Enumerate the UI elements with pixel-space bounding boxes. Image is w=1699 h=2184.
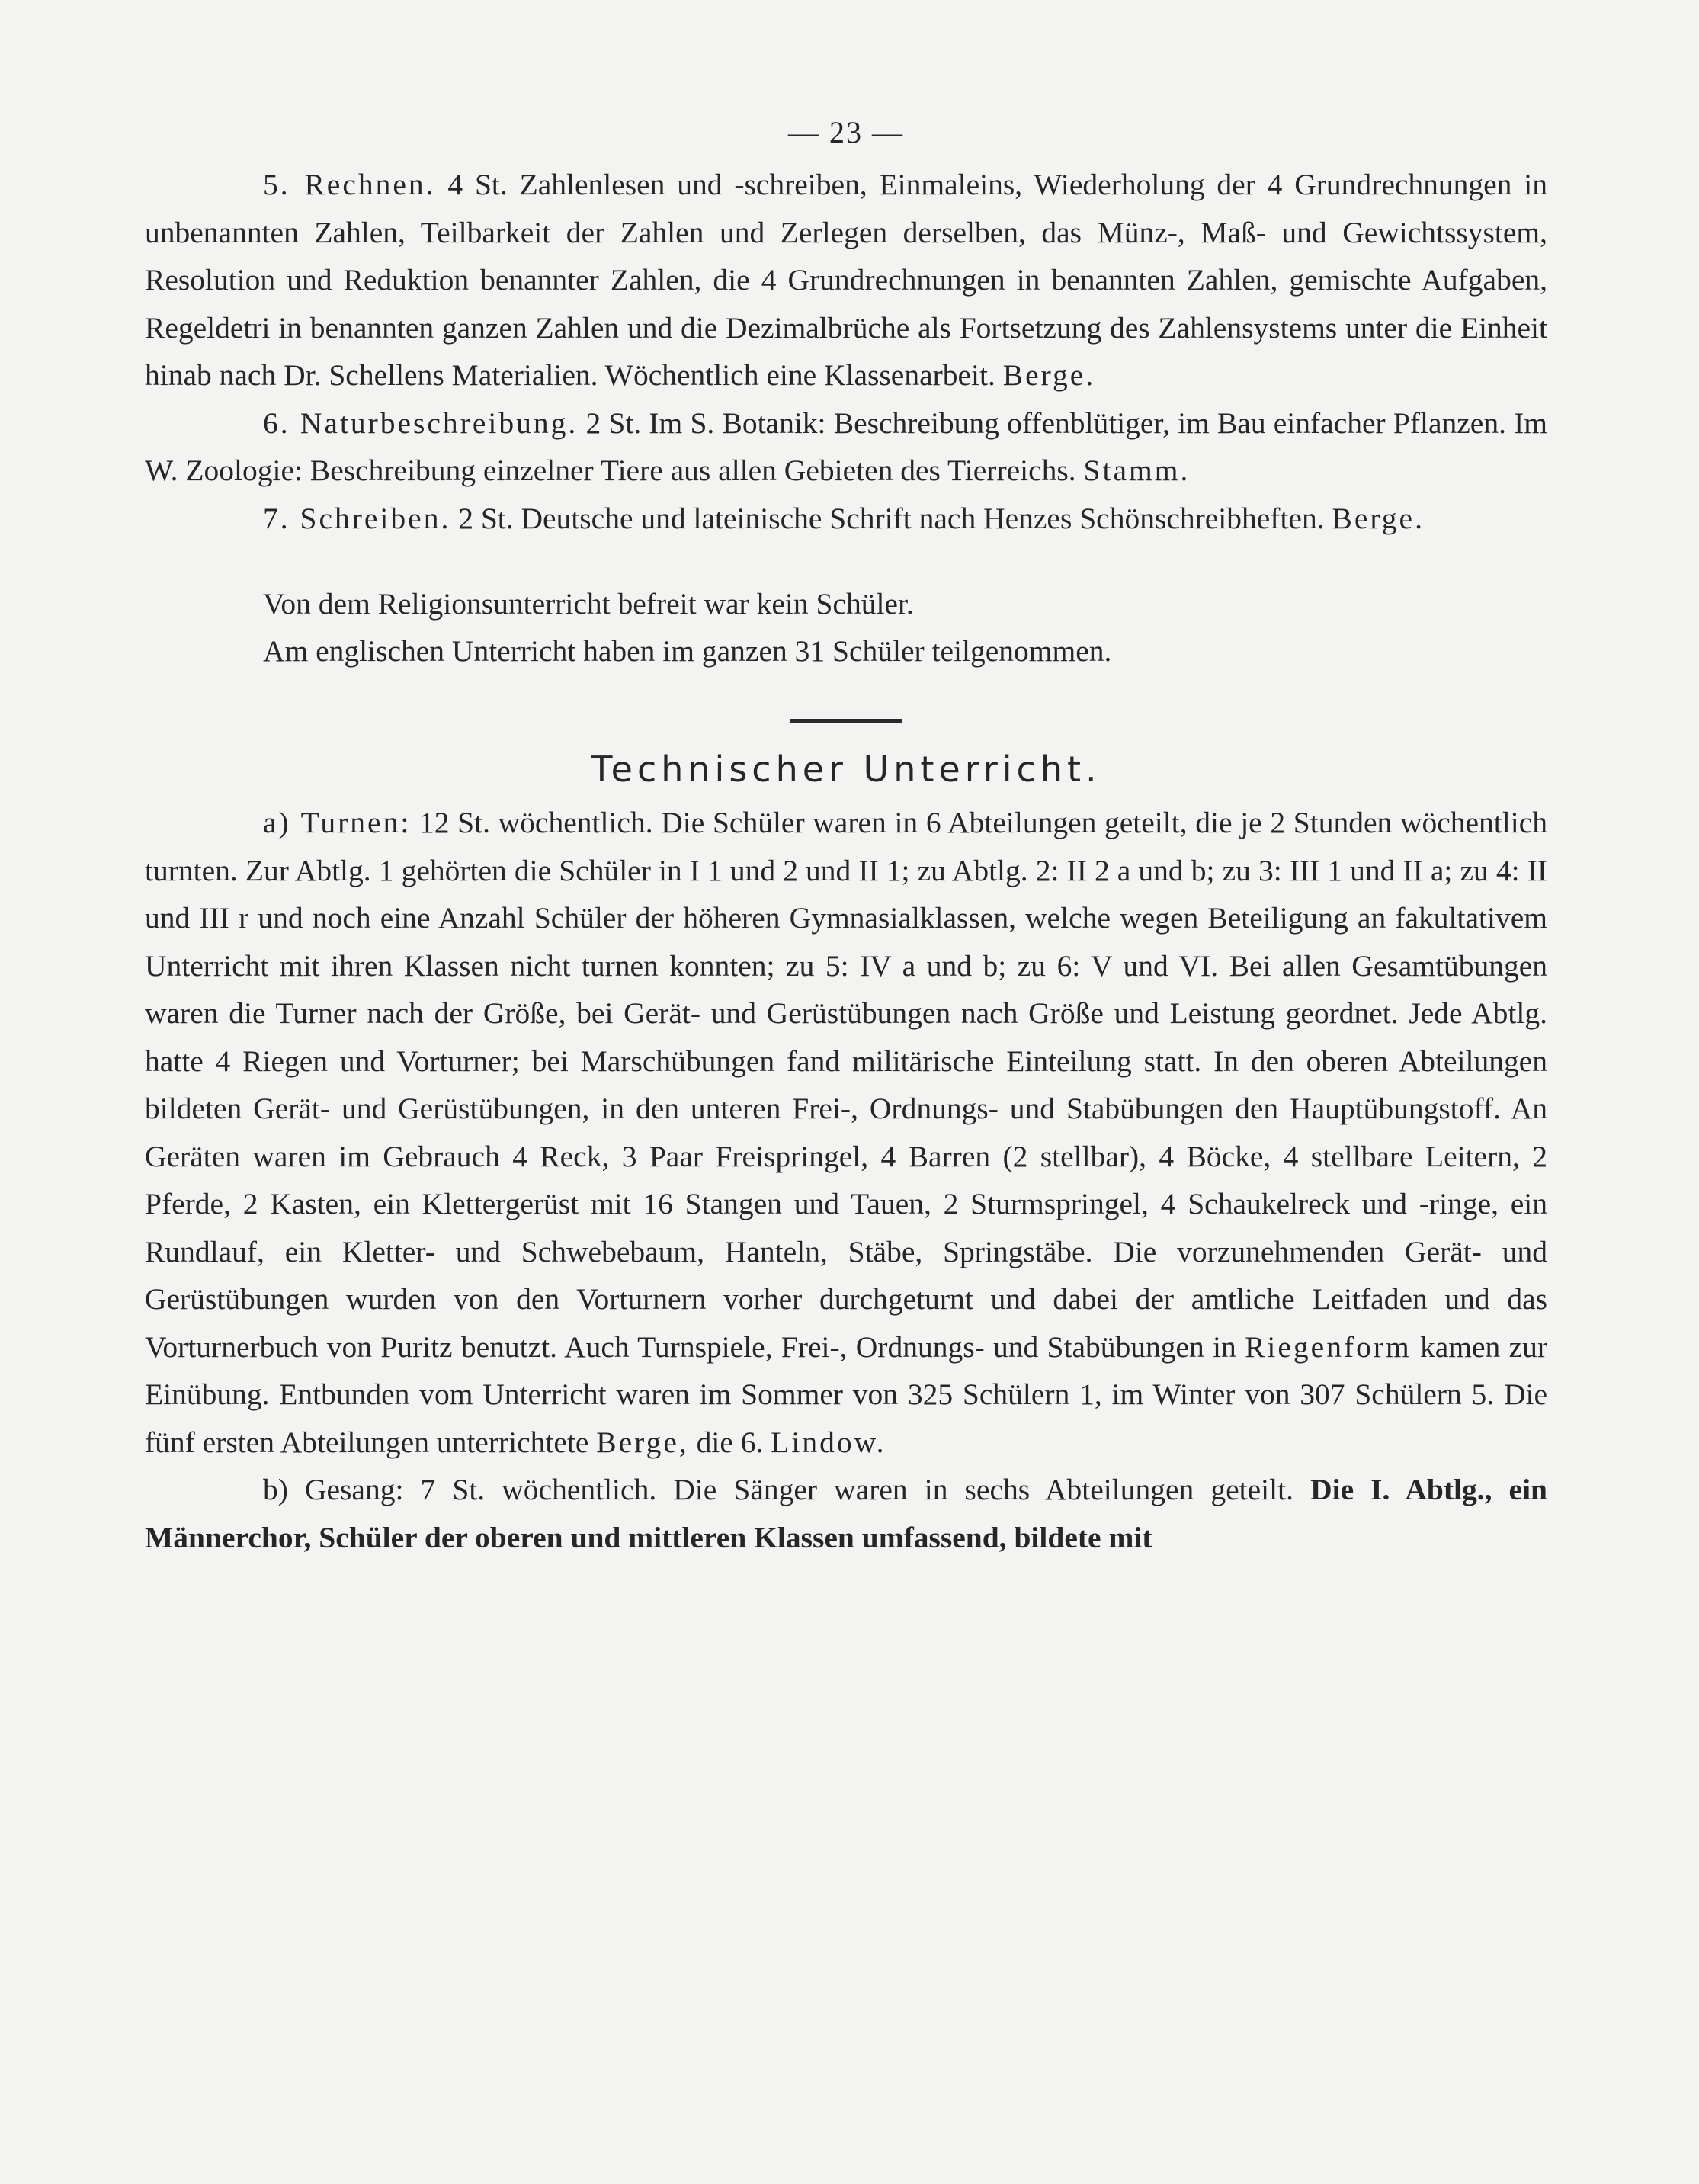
turnen-label: a) Turnen:: [263, 806, 412, 839]
note-religion: Von dem Religionsunterricht befreit war kein Schüler.: [263, 587, 914, 621]
gesang-text-continued: Die I. Abtlg., ein Männerchor, Schüler der oberen und mittleren Klassen umfassend, bildete mit: [145, 1473, 1548, 1554]
gesang-paragraph: [145, 1466, 1547, 1561]
page-number: — 23 —: [788, 115, 904, 149]
turnen-text: die 6.: [696, 1425, 764, 1459]
subject-naturbeschreibung: [145, 399, 1547, 495]
subject-text: 2 St. Im S. Botanik: Beschreibung offenblütiger, im Bau einfacher Pflanzen. Im W. Zoologie: Beschreibung einzelner Tiere aus allen Gebieten des Tierreichs.: [145, 406, 1548, 487]
turnen-riegenform: Riegenform: [1245, 1329, 1412, 1364]
subject-text: 2 St. Deutsche und lateinische Schrift nach Henzes Schönschreibheften.: [458, 501, 1325, 535]
subject-label: 6. Naturbeschreibung.: [263, 406, 579, 440]
section-title: Technischer Unterricht.: [591, 749, 1101, 790]
turnen-text: 12 St. wöchentlich. Die Schüler waren in 6 Abteilungen geteilt, die je 2 Stunden wöchentlich turnten. Zur Abtlg. 1 gehörten die Schüler in I 1 und 2 und II 1; zu Abtlg. 2: II 2 a und b; zu 3: III 1 und II a; zu 4: II und III r und noch eine Anzahl Schüler der höheren Gymnasialklassen, welche wegen Beteiligung an fakultativem Unterricht mit ihren Klassen nicht turnen konnten; zu 5: IV a und b; zu 6: V und VI. Bei allen Gesamtübungen waren die Turner nach der Größe, bei Gerät- und Gerüstübungen nach Größe und Leistung geordnet. Jede Abtlg. hatte 4 Riegen und Vorturner; bei Marschübungen fand militärische Einteilung statt. In den oberen Abteilungen bildeten Gerät- und Gerüstübungen, in den unteren Frei-, Ordnungs- und Stabübungen den Hauptübungstoff. An Geräten waren im Gebrauch 4 Reck, 3 Paar Freispringel, 4 Barren (2 stellbar), 4 Böcke, 4 stellbare Leitern, 2 Pferde, 2 Kasten, ein Klettergerüst mit 16 Stangen und Tauen, 2 Sturmspringel, 4 Schaukelreck und -ringe, ein Rundlauf, ein Kletter- und Schwebebaum, Hanteln, Stäbe, Springstäbe. Die vorzunehmenden Gerät- und Gerüstübungen wurden von den Vorturnern vorher durchgeturnt und dabei der amtliche Leitfaden und das Vorturnerbuch von Puritz benutzt. Auch Turnspiele, Frei-, Ordnungs- und Stabübungen in: [145, 806, 1548, 1364]
subject-teacher: Berge.: [1332, 501, 1425, 535]
subject-teacher: Stamm.: [1083, 454, 1191, 487]
turnen-teacher: Lindow.: [771, 1425, 886, 1459]
subject-schreiben: [145, 495, 1547, 543]
subject-teacher: Berge.: [1002, 358, 1096, 392]
turnen-text: kamen zur Einübung. Entbunden vom Unterricht waren im Sommer von 325 Schülern 1, im Winter von 307 Schülern 5. Die fünf ersten Abteilungen unterrichtete: [145, 1329, 1548, 1459]
notes-block: [145, 580, 1547, 675]
gesang-text: 7 St. wöchentlich. Die Sänger waren in sechs Abteilungen geteilt.: [420, 1473, 1293, 1506]
turnen-paragraph: [145, 799, 1547, 1466]
subject-text: 4 St. Zahlenlesen und -schreiben, Einmaleins, Wiederholung der 4 Grundrechnungen in unbenannten Zahlen, Teilbarkeit der Zahlen und Zerlegen derselben, das Münz-, Maß- und Gewichtssystem, Resolution und Reduktion benannter Zahlen, die 4 Grundrechnungen in benannten Zahlen, gemischte Aufgaben, Regeldetri in benannten ganzen Zahlen und die Dezimalbrüche als Fortsetzung des Zahlensystems unter die Einheit hinab nach Dr. Schellens Materialien. Wöchentlich eine Klassenarbeit.: [145, 168, 1547, 392]
section-divider: [790, 719, 902, 723]
subject-rechnen: [145, 161, 1547, 399]
subject-label: 7. Schreiben.: [263, 501, 451, 535]
gesang-label: b) Gesang:: [263, 1473, 404, 1506]
document-page: [145, 114, 1547, 1561]
note-english: Am englischen Unterricht haben im ganzen 31 Schüler teilgenommen.: [263, 634, 1112, 668]
turnen-teacher: Berge,: [596, 1425, 689, 1459]
subject-label: 5. Rechnen.: [263, 168, 436, 201]
